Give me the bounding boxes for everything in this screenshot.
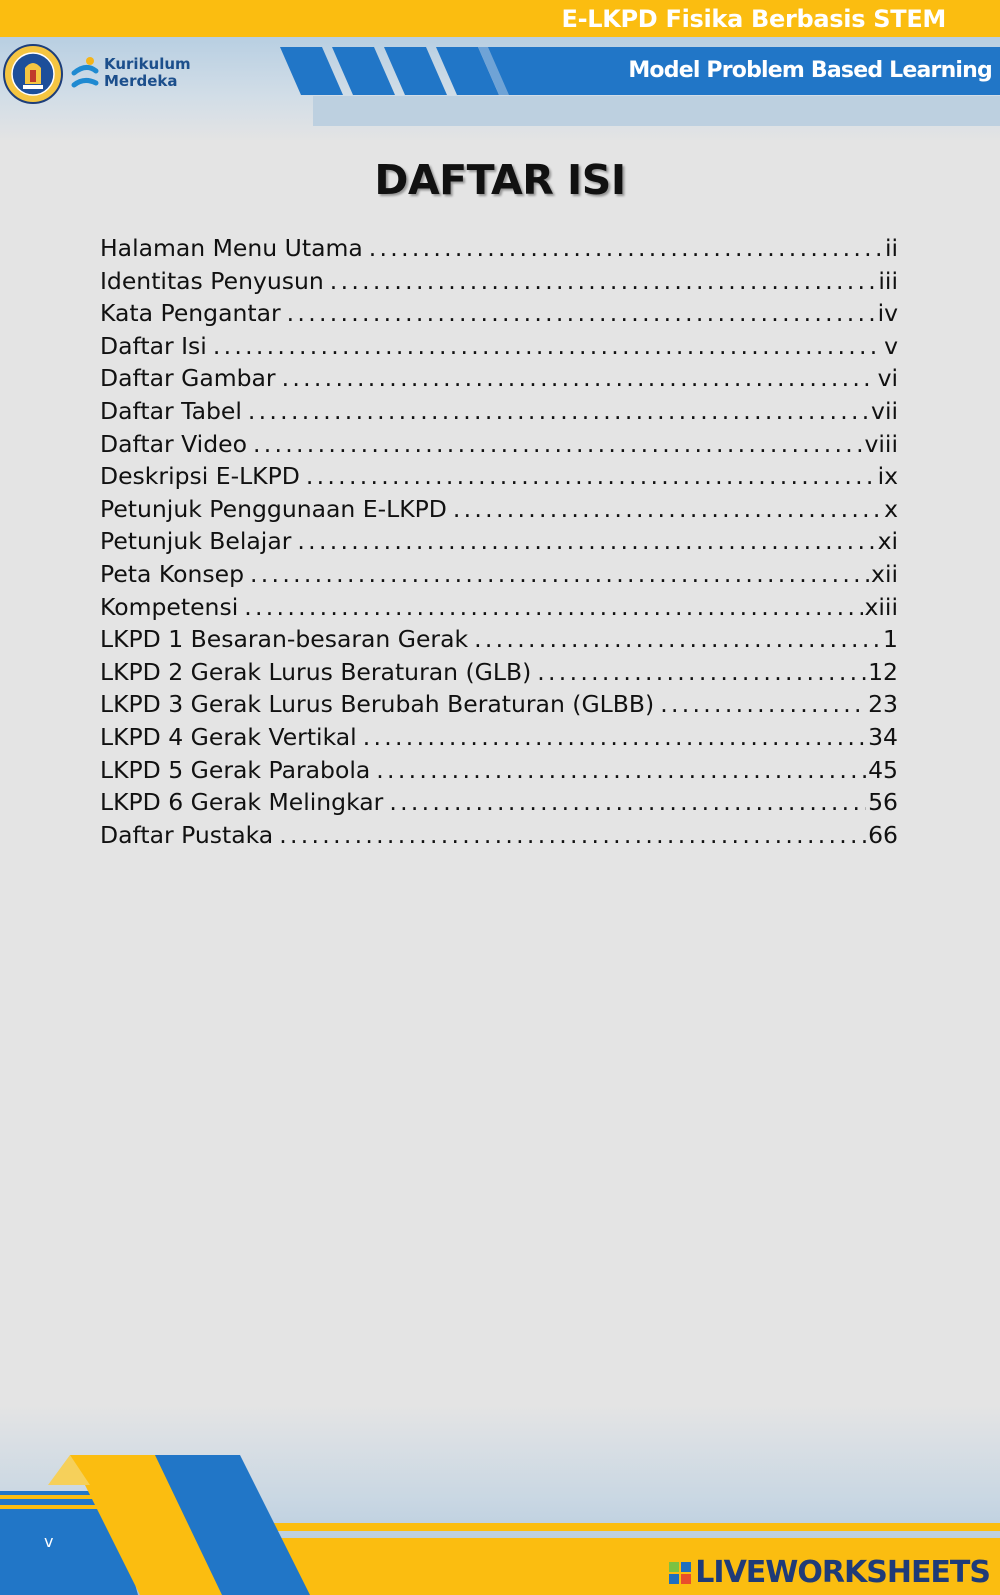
toc-entry[interactable] bbox=[100, 462, 898, 495]
toc-entry[interactable] bbox=[100, 821, 898, 854]
toc-entry-page: 66 bbox=[868, 820, 898, 849]
toc-entry-page: 1 bbox=[883, 625, 898, 654]
toc-entry-label: Identitas Penyusun bbox=[100, 266, 324, 295]
toc-dot-leader bbox=[248, 397, 869, 425]
toc-entry[interactable] bbox=[100, 364, 898, 397]
toc-entry[interactable] bbox=[100, 527, 898, 560]
kurikulum-label: Kurikulum bbox=[104, 55, 191, 73]
liveworksheets-logo bbox=[669, 1557, 990, 1589]
toc-entry[interactable] bbox=[100, 625, 898, 658]
toc-dot-leader bbox=[306, 462, 876, 490]
toc-entry-label: Deskripsi E-LKPD bbox=[100, 462, 300, 491]
liveworksheets-icon bbox=[669, 1562, 691, 1584]
toc-entry-label: Petunjuk Belajar bbox=[100, 527, 292, 556]
toc-entry-label: LKPD 4 Gerak Vertikal bbox=[100, 722, 357, 751]
toc-entry-label: LKPD 3 Gerak Lurus Berubah Beraturan (GLBB) bbox=[100, 690, 655, 719]
toc-entry-label: Halaman Menu Utama bbox=[100, 234, 363, 262]
toc-dot-leader bbox=[250, 560, 869, 588]
toc-entry-label: Kompetensi bbox=[100, 592, 239, 621]
toc-dot-leader bbox=[389, 788, 866, 816]
toc-entry[interactable] bbox=[100, 397, 898, 430]
toc-entry-page: iii bbox=[878, 266, 898, 295]
toc-dot-leader bbox=[282, 364, 876, 392]
toc-entry-label: Daftar Tabel bbox=[100, 396, 242, 425]
toc-entry-label: LKPD 2 Gerak Lurus Beraturan (GLB) bbox=[100, 657, 532, 686]
toc-dot-leader bbox=[330, 267, 877, 295]
document-title: E-LKPD Fisika Berbasis STEM bbox=[561, 5, 946, 33]
toc-entry-page: viii bbox=[864, 429, 898, 458]
toc-entry-label: LKPD 1 Besaran-besaran Gerak bbox=[100, 625, 469, 654]
toc-entry[interactable] bbox=[100, 234, 898, 267]
toc-entry-page: 45 bbox=[868, 755, 898, 784]
toc-entry-page: ix bbox=[877, 462, 898, 491]
toc-entry-label: Petunjuk Penggunaan E-LKPD bbox=[100, 494, 447, 523]
toc-entry-page: 34 bbox=[868, 722, 898, 751]
model-subtitle: Model Problem Based Learning bbox=[628, 58, 992, 83]
toc-entry-label: Daftar Video bbox=[100, 429, 247, 458]
toc-dot-leader bbox=[376, 756, 866, 784]
page-title: DAFTAR ISI bbox=[374, 156, 626, 204]
university-seal-icon bbox=[3, 44, 63, 104]
toc-entry[interactable] bbox=[100, 788, 898, 821]
toc-dot-leader bbox=[244, 593, 862, 621]
toc-entry[interactable] bbox=[100, 593, 898, 626]
kurikulum-merdeka-icon bbox=[70, 55, 100, 95]
toc-entry-label: Daftar Pustaka bbox=[100, 820, 274, 849]
toc-entry-page: x bbox=[884, 494, 898, 523]
toc-dot-leader bbox=[297, 527, 875, 555]
toc-entry-page: 23 bbox=[868, 690, 898, 719]
toc-entry-label: Kata Pengantar bbox=[100, 299, 281, 328]
toc-entry-page: xii bbox=[871, 559, 898, 588]
page-number: v bbox=[44, 1532, 54, 1551]
toc-dot-leader bbox=[453, 495, 882, 523]
toc-entry-label: LKPD 5 Gerak Parabola bbox=[100, 755, 371, 784]
toc-entry-page: vi bbox=[877, 364, 898, 393]
toc-dot-leader bbox=[537, 658, 866, 686]
toc-entry[interactable] bbox=[100, 690, 898, 723]
toc-entry[interactable] bbox=[100, 267, 898, 300]
toc-entry-page: xi bbox=[877, 527, 898, 556]
toc-entry-page: v bbox=[884, 331, 898, 360]
toc-entry-label: Daftar Gambar bbox=[100, 364, 276, 393]
toc-entry[interactable] bbox=[100, 332, 898, 365]
toc-entry[interactable] bbox=[100, 299, 898, 332]
toc-dot-leader bbox=[287, 299, 876, 327]
toc-entry[interactable] bbox=[100, 658, 898, 691]
toc-entry-page: vii bbox=[871, 396, 898, 425]
toc-entry[interactable] bbox=[100, 430, 898, 463]
toc-dot-leader bbox=[213, 332, 882, 360]
toc-entry-page: ii bbox=[884, 234, 898, 262]
toc-entry[interactable] bbox=[100, 756, 898, 789]
table-of-contents bbox=[100, 234, 898, 853]
toc-entry-page: 56 bbox=[868, 788, 898, 817]
kurikulum-merdeka-logo-text bbox=[104, 56, 191, 90]
toc-dot-leader bbox=[279, 821, 866, 849]
toc-dot-leader bbox=[363, 723, 866, 751]
toc-entry[interactable] bbox=[100, 495, 898, 528]
toc-entry[interactable] bbox=[100, 560, 898, 593]
toc-entry[interactable] bbox=[100, 723, 898, 756]
merdeka-label: Merdeka bbox=[104, 72, 178, 90]
toc-entry-label: Peta Konsep bbox=[100, 559, 245, 588]
toc-entry-page: xiii bbox=[864, 592, 898, 621]
toc-entry-page: iv bbox=[877, 299, 898, 328]
toc-dot-leader bbox=[253, 430, 863, 458]
toc-entry-page: 12 bbox=[868, 657, 898, 686]
toc-entry-label: Daftar Isi bbox=[100, 331, 207, 360]
liveworksheets-brand: LIVEWORKSHEETS bbox=[695, 1555, 990, 1590]
toc-dot-leader bbox=[474, 625, 881, 653]
toc-entry-label: LKPD 6 Gerak Melingkar bbox=[100, 788, 384, 817]
toc-dot-leader bbox=[660, 690, 866, 718]
toc-dot-leader bbox=[369, 234, 883, 262]
header-shelf bbox=[313, 96, 1000, 126]
